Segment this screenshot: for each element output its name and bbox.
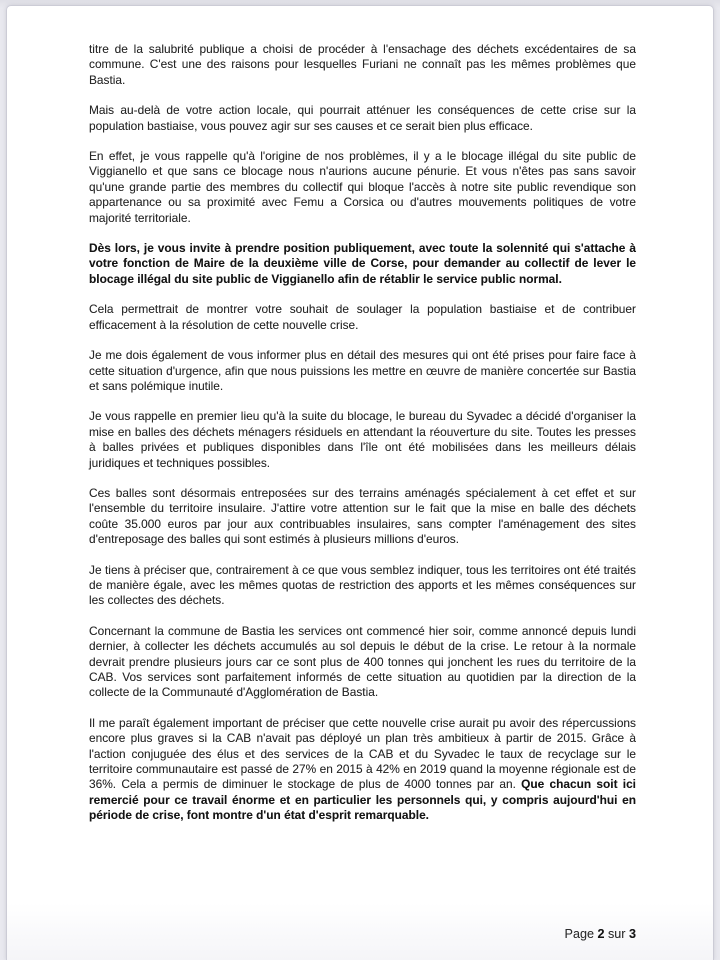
- page-footer-label: Page: [564, 927, 594, 941]
- paragraph: [89, 716, 636, 824]
- text-run: Je me dois également de vous informer plus en détail des mesures qui ont été prises pour faire face à cette situation d'urgence, afin que nous puissions les mettre en œuvre de manière concertée sur Bastia et sans polémique inutile.: [89, 348, 636, 393]
- paragraph: [89, 302, 636, 333]
- paragraph: [89, 624, 636, 701]
- text-run: Je tiens à préciser que, contrairement à ce que vous semblez indiquer, tous les territoires ont été traités de manière égale, avec les mêmes quotas de restriction des apports et les mêmes conséquences sur les collectes des déchets.: [89, 562, 636, 608]
- paragraph: [89, 241, 636, 287]
- text-run: Mais au-delà de votre action locale, qui pourrait atténuer les conséquences de cette crise sur la population bastiaise, vous pouvez agir sur ses causes et ce serait bien plus efficace.: [89, 103, 636, 133]
- text-run: Je vous rappelle en premier lieu qu'à la suite du blocage, le bureau du Syvadec a décidé d'organiser la mise en balles des déchets ménagers résiduels en attendant la réouverture du site. Toutes les presses à balles privées et publiques disponibles dans l'île ont été mobilisées dans les meilleurs délais juridiques et techniques possibles.: [89, 409, 636, 470]
- text-run: Il me paraît également important de préciser que cette nouvelle crise aurait pu avoir des répercussions encore plus graves si la CAB n'avait pas déployé un plan très ambitieux à partir de 2015. Grâce à l'action conjuguée des élus et des services de la CAB et du Syvadec le taux de recyclage sur le territoire communautaire est passé de 27% en 2015 à 42% en 2019 quand la moyenne régionale est de 36%. Cela a permis de diminuer le stockage de plus de 4000 tonnes par an.: [89, 715, 636, 792]
- page-footer: [565, 927, 636, 941]
- text-run: Dès lors, je vous invite à prendre position publiquement, avec toute la solennité qui s'attache à votre fonction de Maire de la deuxième ville de Corse, pour demander au collectif de lever le blocage illégal du site public de Viggianello afin de rétablir le service public normal.: [89, 241, 636, 286]
- text-run: Concernant la commune de Bastia les services ont commencé hier soir, comme annoncé depuis lundi dernier, à collecter les déchets accumulés au sol depuis le début de la crise. Le retour à la normale devrait prendre plusieurs jours car ce sont plus de 400 tonnes qui jonchent les rues du territoire de la CAB. Vos services sont parfaitement informés de cette situation au quotidien par la direction de la collecte de la Communauté d'Agglomération de Bastia.: [89, 623, 636, 700]
- page-footer-current: 2: [597, 927, 605, 941]
- letter-body: [89, 42, 636, 839]
- paragraph: [89, 103, 636, 134]
- text-run: En effet, je vous rappelle qu'à l'origine de nos problèmes, il y a le blocage illégal du site public de Viggianello et que sans ce blocage nous n'aurions aucune pénurie. Et vous n'êtes pas sans savoir qu'une grande partie des membres du collectif qui bloque l'accès à notre site public revendique son appartenance ou sa proximité avec Femu a Corsica ou d'autres mouvements politiques de votre majorité territoriale.: [89, 149, 636, 225]
- text-run: Cela permettrait de montrer votre souhait de soulager la population bastiaise et de contribuer efficacement à la résolution de cette nouvelle crise.: [89, 302, 636, 332]
- text-run: titre de la salubrité publique a choisi de procéder à l'ensachage des déchets excédentaires de sa commune. C'est une des raisons pour lesquelles Furiani ne connaît pas les mêmes problèmes que Bastia.: [89, 42, 636, 87]
- paragraph: [89, 409, 636, 471]
- paragraph: [89, 42, 636, 88]
- text-run: Ces balles sont désormais entreposées sur des terrains aménagés spécialement à cet effet et sur l'ensemble du territoire insulaire. J'attire votre attention sur le fait que la mise en balle des déchets coûte 35.000 euros par jour aux contribuables insulaires, sans compter l'aménagement des sites d'entreposage des balles qui sont estimés à plusieurs millions d'euros.: [89, 485, 636, 547]
- paragraph: [89, 486, 636, 548]
- paragraph: [89, 563, 636, 609]
- text-run: Que chacun soit ici remercié pour ce travail énorme et en particulier les personnels qui, y compris aujourd'hui en période de crise, font montre d'un état d'esprit remarquable.: [89, 777, 636, 823]
- document-page: [6, 5, 714, 960]
- page-footer-total: 3: [628, 927, 636, 941]
- paragraph: [89, 149, 636, 226]
- page-footer-of: sur: [607, 927, 626, 941]
- paragraph: [89, 348, 636, 394]
